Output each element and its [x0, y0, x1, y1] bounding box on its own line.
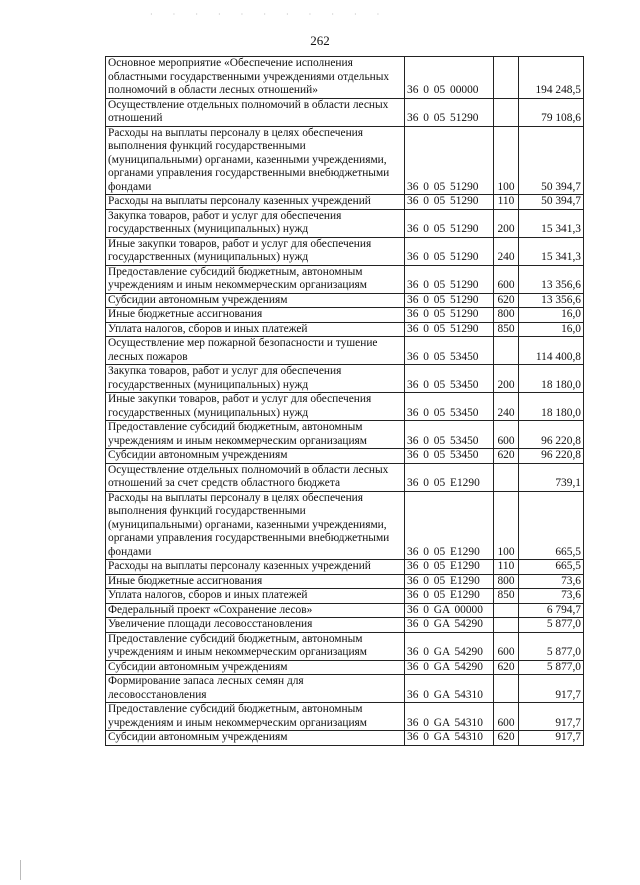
row-sum-cell: 73,6: [519, 574, 584, 589]
table-row: [106, 574, 584, 589]
table-row: [106, 703, 584, 731]
row-expense-type-cell: [494, 618, 519, 633]
table-row: [106, 589, 584, 604]
row-code-cell: 36 0 05 51290: [405, 293, 494, 308]
table-row: [106, 322, 584, 337]
row-sum-cell: 13 356,6: [519, 293, 584, 308]
row-expense-type-cell: 600: [494, 703, 519, 731]
row-expense-type-cell: 600: [494, 632, 519, 660]
row-name-cell: Формирование запаса лесных семян для лесовосстановления: [106, 675, 405, 703]
row-name-cell: Предоставление субсидий бюджетным, автономным учреждениям и иным некоммерческим организациям: [106, 421, 405, 449]
row-expense-type-cell: [494, 98, 519, 126]
row-sum-cell: 5 877,0: [519, 618, 584, 633]
row-sum-cell: 194 248,5: [519, 57, 584, 99]
row-code-cell: 36 0 05 51290: [405, 195, 494, 210]
row-code-cell: 36 0 05 E1290: [405, 463, 494, 491]
row-name-cell: Закупка товаров, работ и услуг для обеспечения государственных (муниципальных) нужд: [106, 209, 405, 237]
table-row: [106, 463, 584, 491]
row-code-cell: 36 0 05 E1290: [405, 491, 494, 560]
table-row: [106, 449, 584, 464]
row-sum-cell: 16,0: [519, 308, 584, 323]
row-name-cell: Расходы на выплаты персоналу казенных учреждений: [106, 195, 405, 210]
row-code-cell: 36 0 GA 54310: [405, 675, 494, 703]
row-sum-cell: 665,5: [519, 560, 584, 575]
row-name-cell: Осуществление отдельных полномочий в области лесных отношений: [106, 98, 405, 126]
row-code-cell: 36 0 GA 54310: [405, 703, 494, 731]
row-expense-type-cell: 600: [494, 421, 519, 449]
row-name-cell: Субсидии автономным учреждениям: [106, 660, 405, 675]
row-code-cell: 36 0 05 E1290: [405, 560, 494, 575]
row-sum-cell: 15 341,3: [519, 237, 584, 265]
row-code-cell: 36 0 05 51290: [405, 126, 494, 195]
row-name-cell: Иные закупки товаров, работ и услуг для обеспечения государственных (муниципальных) нужд: [106, 393, 405, 421]
row-code-cell: 36 0 05 51290: [405, 98, 494, 126]
table-row: [106, 57, 584, 99]
row-sum-cell: 50 394,7: [519, 126, 584, 195]
row-name-cell: Увеличение площади лесовосстановления: [106, 618, 405, 633]
row-expense-type-cell: 850: [494, 322, 519, 337]
row-expense-type-cell: [494, 675, 519, 703]
row-code-cell: 36 0 05 53450: [405, 393, 494, 421]
row-expense-type-cell: 620: [494, 731, 519, 746]
row-sum-cell: 114 400,8: [519, 337, 584, 365]
table-row: [106, 98, 584, 126]
table-row: [106, 618, 584, 633]
row-code-cell: 36 0 GA 54310: [405, 731, 494, 746]
table-row: [106, 237, 584, 265]
table-row: [106, 731, 584, 746]
scan-margin-dots: · · · · · · · · · · ·: [150, 10, 389, 19]
row-expense-type-cell: 110: [494, 195, 519, 210]
row-expense-type-cell: 800: [494, 308, 519, 323]
table-row: [106, 491, 584, 560]
row-expense-type-cell: 240: [494, 237, 519, 265]
row-code-cell: 36 0 GA 00000: [405, 603, 494, 618]
row-sum-cell: 73,6: [519, 589, 584, 604]
table-row: [106, 560, 584, 575]
row-sum-cell: 15 341,3: [519, 209, 584, 237]
row-expense-type-cell: 200: [494, 209, 519, 237]
row-name-cell: Уплата налогов, сборов и иных платежей: [106, 322, 405, 337]
table-row: [106, 632, 584, 660]
row-code-cell: 36 0 05 E1290: [405, 574, 494, 589]
budget-table: [105, 56, 584, 746]
row-expense-type-cell: 100: [494, 126, 519, 195]
row-expense-type-cell: 620: [494, 449, 519, 464]
table-row: [106, 660, 584, 675]
row-sum-cell: 6 794,7: [519, 603, 584, 618]
row-sum-cell: 5 877,0: [519, 660, 584, 675]
table-row: [106, 603, 584, 618]
row-sum-cell: 18 180,0: [519, 365, 584, 393]
row-expense-type-cell: 800: [494, 574, 519, 589]
row-sum-cell: 96 220,8: [519, 449, 584, 464]
row-code-cell: 36 0 05 51290: [405, 265, 494, 293]
row-name-cell: Предоставление субсидий бюджетным, автономным учреждениям и иным некоммерческим организациям: [106, 265, 405, 293]
table-row: [106, 265, 584, 293]
row-name-cell: Субсидии автономным учреждениям: [106, 449, 405, 464]
row-code-cell: 36 0 05 53450: [405, 449, 494, 464]
row-name-cell: Осуществление мер пожарной безопасности и тушение лесных пожаров: [106, 337, 405, 365]
row-sum-cell: 5 877,0: [519, 632, 584, 660]
row-sum-cell: 917,7: [519, 731, 584, 746]
row-code-cell: 36 0 GA 54290: [405, 660, 494, 675]
row-name-cell: Расходы на выплаты персоналу в целях обеспечения выполнения функций государственными (муниципальными) органами, казенными учреждениями, органами управления государственными внебюджетными фондами: [106, 126, 405, 195]
row-sum-cell: 13 356,6: [519, 265, 584, 293]
row-expense-type-cell: 100: [494, 491, 519, 560]
scan-margin-mark: [20, 860, 21, 880]
row-name-cell: Федеральный проект «Сохранение лесов»: [106, 603, 405, 618]
row-name-cell: Иные бюджетные ассигнования: [106, 308, 405, 323]
table-row: [106, 675, 584, 703]
row-name-cell: Основное мероприятие «Обеспечение исполнения областными государственными учреждениями отдельных полномочий в области лесных отношений»: [106, 57, 405, 99]
row-code-cell: 36 0 GA 54290: [405, 618, 494, 633]
row-expense-type-cell: [494, 337, 519, 365]
page-number: 262: [310, 33, 330, 48]
table-row: [106, 421, 584, 449]
row-name-cell: Закупка товаров, работ и услуг для обеспечения государственных (муниципальных) нужд: [106, 365, 405, 393]
row-sum-cell: 917,7: [519, 675, 584, 703]
row-sum-cell: 739,1: [519, 463, 584, 491]
row-code-cell: 36 0 05 53450: [405, 365, 494, 393]
row-code-cell: 36 0 05 00000: [405, 57, 494, 99]
row-sum-cell: 665,5: [519, 491, 584, 560]
row-code-cell: 36 0 05 53450: [405, 421, 494, 449]
row-code-cell: 36 0 05 51290: [405, 308, 494, 323]
row-name-cell: Расходы на выплаты персоналу в целях обеспечения выполнения функций государственными (муниципальными) органами, казенными учреждениями, органами управления государственными внебюджетными фондами: [106, 491, 405, 560]
row-expense-type-cell: [494, 57, 519, 99]
row-expense-type-cell: 600: [494, 265, 519, 293]
table-row: [106, 195, 584, 210]
row-name-cell: Расходы на выплаты персоналу казенных учреждений: [106, 560, 405, 575]
row-sum-cell: 96 220,8: [519, 421, 584, 449]
row-name-cell: Иные бюджетные ассигнования: [106, 574, 405, 589]
row-expense-type-cell: 240: [494, 393, 519, 421]
row-expense-type-cell: 200: [494, 365, 519, 393]
row-code-cell: 36 0 05 51290: [405, 322, 494, 337]
row-name-cell: Иные закупки товаров, работ и услуг для обеспечения государственных (муниципальных) нужд: [106, 237, 405, 265]
row-expense-type-cell: 110: [494, 560, 519, 575]
row-sum-cell: 18 180,0: [519, 393, 584, 421]
row-expense-type-cell: [494, 603, 519, 618]
row-expense-type-cell: 620: [494, 660, 519, 675]
row-name-cell: Осуществление отдельных полномочий в области лесных отношений за счет средств областного бюджета: [106, 463, 405, 491]
row-expense-type-cell: 850: [494, 589, 519, 604]
row-name-cell: Предоставление субсидий бюджетным, автономным учреждениям и иным некоммерческим организациям: [106, 632, 405, 660]
row-sum-cell: 16,0: [519, 322, 584, 337]
row-code-cell: 36 0 05 51290: [405, 237, 494, 265]
row-code-cell: 36 0 GA 54290: [405, 632, 494, 660]
table-row: [106, 308, 584, 323]
table-row: [106, 337, 584, 365]
table-row: [106, 209, 584, 237]
table-row: [106, 365, 584, 393]
row-name-cell: Уплата налогов, сборов и иных платежей: [106, 589, 405, 604]
budget-table-body: [106, 57, 584, 746]
row-name-cell: Субсидии автономным учреждениям: [106, 293, 405, 308]
table-row: [106, 393, 584, 421]
row-code-cell: 36 0 05 51290: [405, 209, 494, 237]
row-name-cell: Субсидии автономным учреждениям: [106, 731, 405, 746]
row-name-cell: Предоставление субсидий бюджетным, автономным учреждениям и иным некоммерческим организациям: [106, 703, 405, 731]
row-expense-type-cell: 620: [494, 293, 519, 308]
row-code-cell: 36 0 05 53450: [405, 337, 494, 365]
row-expense-type-cell: [494, 463, 519, 491]
row-sum-cell: 50 394,7: [519, 195, 584, 210]
table-row: [106, 293, 584, 308]
table-row: [106, 126, 584, 195]
row-sum-cell: 79 108,6: [519, 98, 584, 126]
row-sum-cell: 917,7: [519, 703, 584, 731]
row-code-cell: 36 0 05 E1290: [405, 589, 494, 604]
